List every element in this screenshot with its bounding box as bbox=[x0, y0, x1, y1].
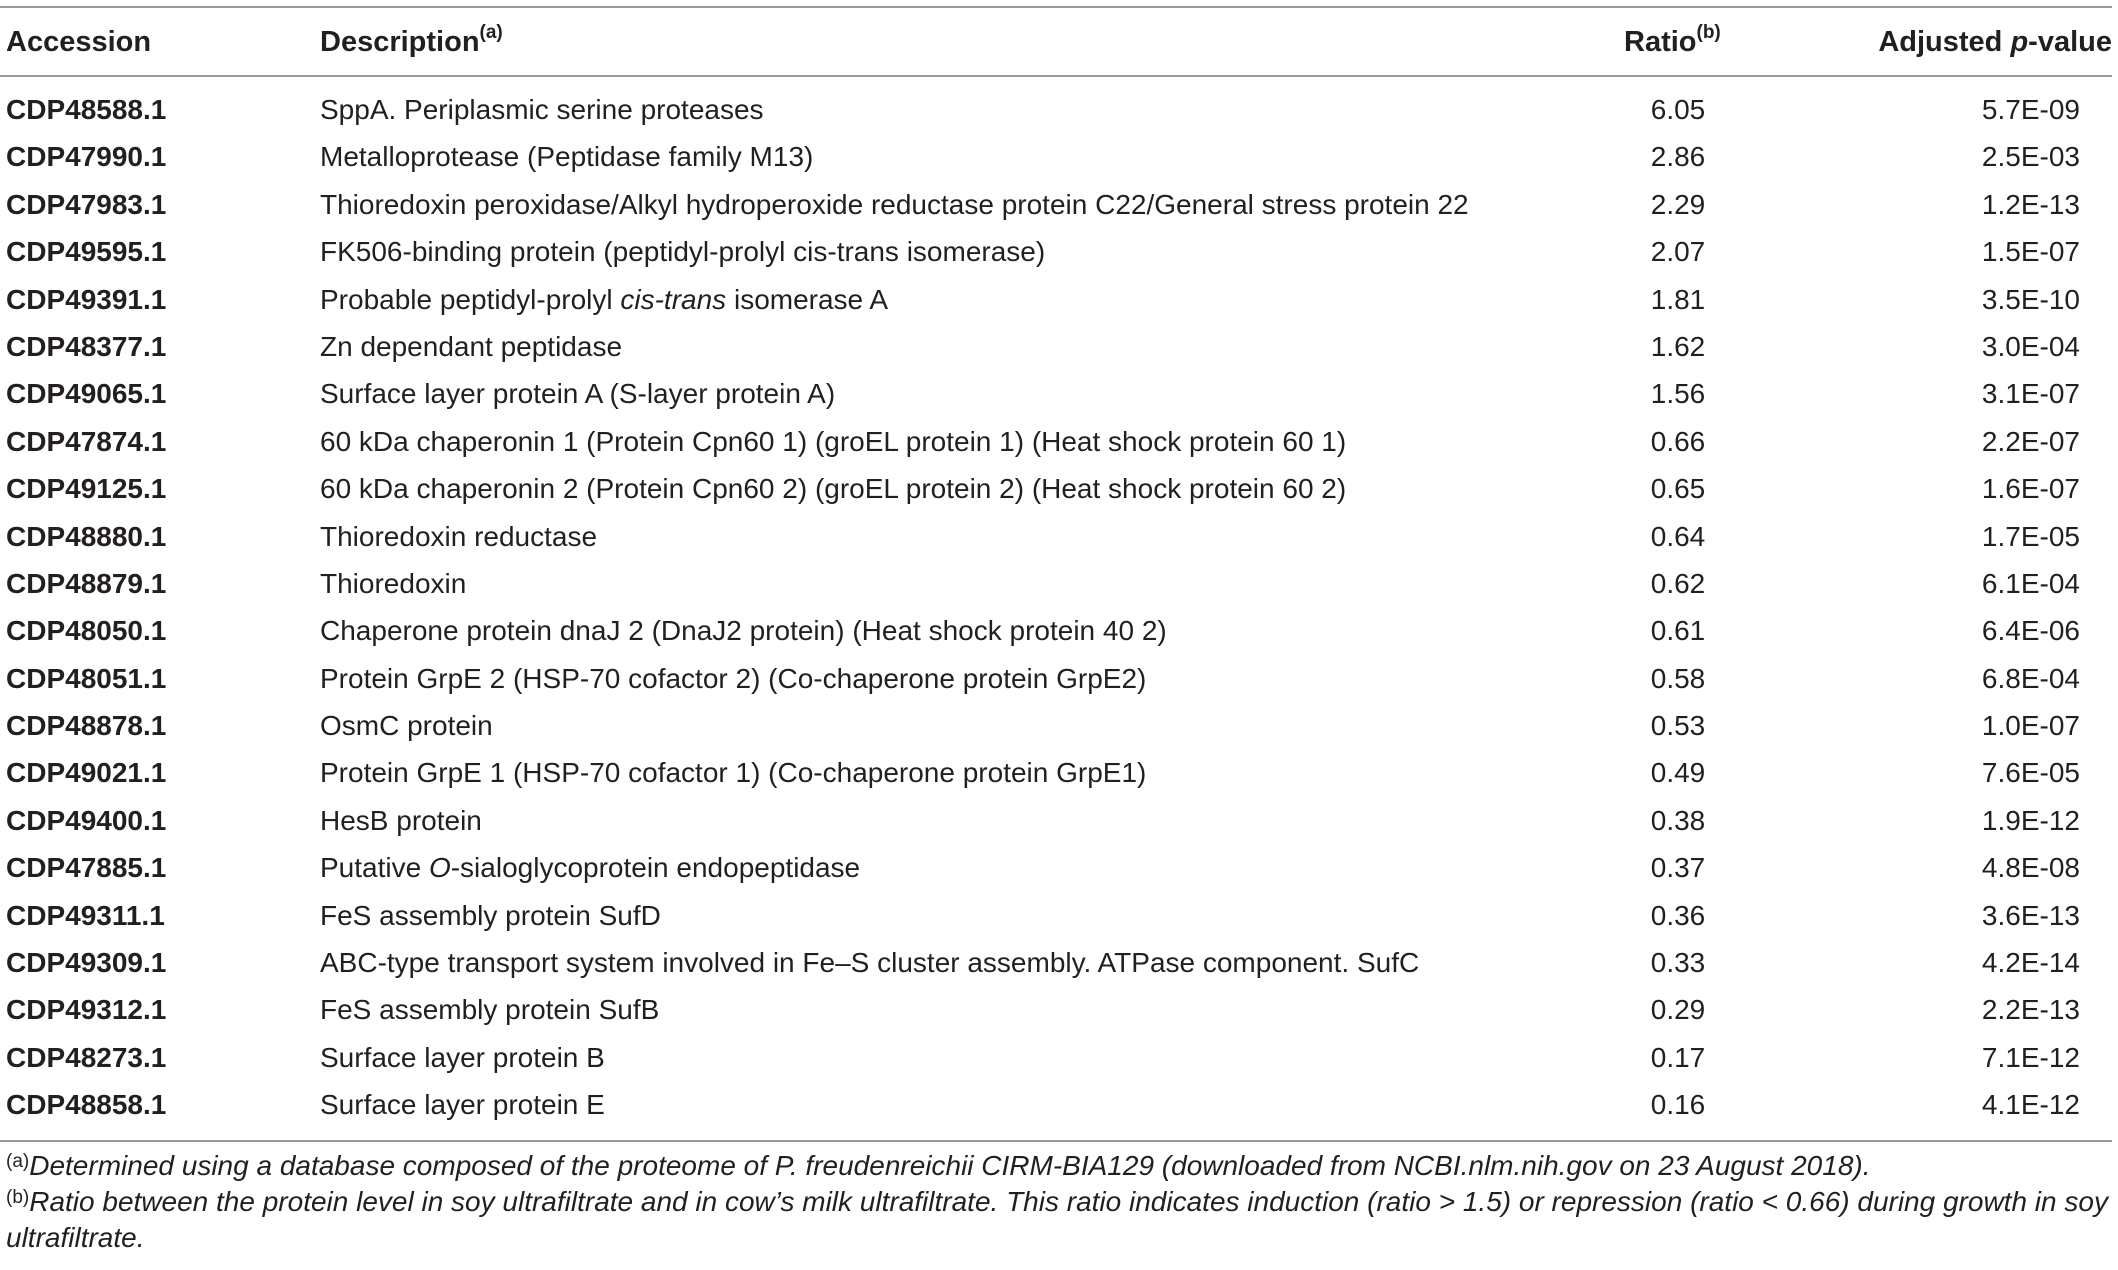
cell-accession: CDP49400.1 bbox=[6, 804, 167, 836]
table-body bbox=[0, 90, 2118, 1133]
header-pvalue-suffix: -value bbox=[2028, 26, 2112, 58]
footnote-mark: (a) bbox=[6, 1151, 30, 1172]
cell-adjusted-pvalue: 6.8E-04 bbox=[1981, 662, 2080, 694]
cell-ratio: 0.49 bbox=[1650, 757, 1706, 789]
cell-description-text: FeS assembly protein SufB bbox=[320, 994, 660, 1026]
cell-ratio: 0.65 bbox=[1650, 473, 1706, 505]
cell-description-text: 60 kDa chaperonin 1 (Protein Cpn60 1) (groEL protein 1) (Heat shock protein 60 1) bbox=[320, 425, 1347, 457]
table-row bbox=[0, 469, 2118, 516]
cell-description-text: FK506-binding protein (peptidyl-prolyl cis-trans isomerase) bbox=[320, 236, 1046, 268]
table-row bbox=[0, 801, 2118, 848]
cell-description-italic: cis-trans bbox=[620, 283, 727, 315]
table-row bbox=[0, 896, 2118, 943]
cell-ratio: 1.81 bbox=[1650, 283, 1706, 315]
cell-ratio: 0.38 bbox=[1650, 804, 1706, 836]
cell-adjusted-pvalue: 4.2E-14 bbox=[1981, 947, 2080, 979]
cell-adjusted-pvalue: 3.5E-10 bbox=[1981, 283, 2080, 315]
footnote bbox=[6, 1184, 2112, 1256]
cell-description-text: SppA. Periplasmic serine proteases bbox=[320, 94, 764, 125]
header-pvalue-italic: p bbox=[2010, 26, 2029, 58]
table-row bbox=[0, 185, 2118, 232]
cell-adjusted-pvalue: 4.8E-08 bbox=[1981, 852, 2080, 884]
cell-adjusted-pvalue: 1.6E-07 bbox=[1981, 473, 2080, 505]
cell-adjusted-pvalue: 3.0E-04 bbox=[1981, 330, 2080, 362]
table-row bbox=[0, 232, 2118, 279]
cell-description bbox=[320, 521, 597, 553]
table-row bbox=[0, 137, 2118, 184]
cell-description-text: Protein GrpE 1 (HSP-70 cofactor 1) (Co-chaperone protein GrpE1) bbox=[320, 757, 1147, 789]
table-row bbox=[0, 943, 2118, 990]
header-description bbox=[320, 22, 503, 59]
cell-description bbox=[320, 947, 1419, 979]
cell-description-text: FeS assembly protein SufD bbox=[320, 899, 661, 931]
cell-description-text: Thioredoxin peroxidase/Alkyl hydroperoxide reductase protein C22/General stress protein 22 bbox=[320, 188, 1469, 220]
cell-ratio: 0.16 bbox=[1650, 1089, 1706, 1121]
cell-description bbox=[320, 426, 1346, 458]
cell-ratio: 0.33 bbox=[1650, 947, 1706, 979]
cell-description bbox=[320, 189, 1469, 221]
cell-description-text: Surface layer protein A (S-layer protein A) bbox=[320, 378, 836, 410]
header-ratio-label: Ratio bbox=[1624, 26, 1697, 58]
cell-description bbox=[320, 1089, 605, 1121]
table-row bbox=[0, 990, 2118, 1037]
cell-ratio: 0.36 bbox=[1650, 899, 1706, 931]
cell-description-text: Chaperone protein dnaJ 2 (DnaJ2 protein) (Heat shock protein 40 2) bbox=[320, 615, 1167, 647]
footnote bbox=[6, 1148, 2112, 1184]
cell-description bbox=[320, 663, 1146, 695]
cell-accession: CDP48878.1 bbox=[6, 710, 167, 742]
cell-description bbox=[320, 378, 835, 410]
table-row bbox=[0, 374, 2118, 421]
cell-ratio: 0.66 bbox=[1650, 425, 1706, 457]
cell-accession: CDP49312.1 bbox=[6, 994, 167, 1026]
cell-accession: CDP47885.1 bbox=[6, 852, 167, 884]
cell-accession: CDP49125.1 bbox=[6, 473, 167, 505]
cell-description-text: HesB protein bbox=[320, 804, 482, 836]
cell-ratio: 0.64 bbox=[1650, 520, 1706, 552]
cell-description bbox=[320, 141, 813, 173]
cell-description bbox=[320, 757, 1146, 789]
cell-description bbox=[320, 994, 659, 1026]
cell-accession: CDP47983.1 bbox=[6, 188, 167, 220]
footnote-text: Determined using a database composed of the proteome of P. freudenreichii CIRM-BIA129 (downloaded from NCBI.nlm.nih.gov on 23 August 2018). bbox=[29, 1150, 1871, 1181]
cell-ratio: 0.29 bbox=[1650, 994, 1706, 1026]
cell-adjusted-pvalue: 4.1E-12 bbox=[1981, 1089, 2080, 1121]
cell-description-text: Probable peptidyl-prolyl bbox=[320, 283, 621, 315]
table-row bbox=[0, 564, 2118, 611]
cell-ratio: 0.62 bbox=[1650, 567, 1706, 599]
cell-ratio: 2.86 bbox=[1650, 141, 1706, 173]
cell-description-text: Thioredoxin bbox=[320, 567, 467, 599]
cell-accession: CDP48880.1 bbox=[6, 520, 167, 552]
cell-ratio: 0.17 bbox=[1650, 1041, 1706, 1073]
cell-adjusted-pvalue: 1.9E-12 bbox=[1981, 804, 2080, 836]
cell-accession: CDP49021.1 bbox=[6, 757, 167, 789]
cell-adjusted-pvalue: 6.1E-04 bbox=[1981, 567, 2080, 599]
table-header-row bbox=[0, 8, 2118, 75]
table-row bbox=[0, 659, 2118, 706]
table-row bbox=[0, 422, 2118, 469]
cell-accession: CDP48879.1 bbox=[6, 567, 167, 599]
table-row bbox=[0, 611, 2118, 658]
cell-adjusted-pvalue: 2.2E-07 bbox=[1981, 425, 2080, 457]
cell-description-text: ABC-type transport system involved in Fe–S cluster assembly. ATPase component. SufC bbox=[320, 947, 1420, 979]
cell-description bbox=[320, 284, 888, 316]
cell-adjusted-pvalue: 1.0E-07 bbox=[1981, 710, 2080, 742]
cell-description bbox=[320, 852, 860, 884]
cell-adjusted-pvalue: 3.6E-13 bbox=[1981, 899, 2080, 931]
cell-accession: CDP49309.1 bbox=[6, 947, 167, 979]
cell-ratio: 1.62 bbox=[1650, 330, 1706, 362]
cell-description bbox=[320, 236, 1045, 268]
cell-description bbox=[320, 331, 622, 363]
cell-ratio: 2.07 bbox=[1650, 236, 1706, 268]
cell-adjusted-pvalue: 2.5E-03 bbox=[1981, 141, 2080, 173]
cell-ratio: 2.29 bbox=[1650, 188, 1706, 220]
cell-accession: CDP48588.1 bbox=[6, 94, 167, 125]
cell-description-text: 60 kDa chaperonin 2 (Protein Cpn60 2) (groEL protein 2) (Heat shock protein 60 2) bbox=[320, 473, 1347, 505]
cell-description-text: Surface layer protein B bbox=[320, 1041, 605, 1073]
cell-accession: CDP47990.1 bbox=[6, 141, 167, 173]
cell-adjusted-pvalue: 7.1E-12 bbox=[1981, 1041, 2080, 1073]
cell-description bbox=[320, 615, 1167, 647]
cell-adjusted-pvalue: 7.6E-05 bbox=[1981, 757, 2080, 789]
cell-accession: CDP48273.1 bbox=[6, 1041, 167, 1073]
footnote-mark: (b) bbox=[6, 1187, 30, 1208]
header-pvalue-prefix: Adjusted bbox=[1878, 26, 2011, 58]
header-description-label: Description bbox=[320, 26, 480, 58]
table-row bbox=[0, 1038, 2118, 1085]
table-row bbox=[0, 1085, 2118, 1132]
cell-description bbox=[320, 1042, 605, 1074]
cell-adjusted-pvalue: 1.7E-05 bbox=[1981, 520, 2080, 552]
cell-adjusted-pvalue: 5.7E-09 bbox=[1981, 94, 2080, 125]
cell-description-text: OsmC protein bbox=[320, 710, 493, 742]
footnote-text: Ratio between the protein level in soy ultrafiltrate and in cow’s milk ultrafiltrate. This ratio indicates induction (ratio > 1.5) or repression (ratio < 0.66) during growth in soy ultrafiltrate. bbox=[6, 1186, 2108, 1253]
cell-description-text: Putative bbox=[320, 852, 429, 884]
table-row bbox=[0, 517, 2118, 564]
table-row bbox=[0, 327, 2118, 374]
table-row bbox=[0, 90, 2118, 137]
cell-accession: CDP48858.1 bbox=[6, 1089, 167, 1121]
cell-description bbox=[320, 568, 466, 600]
cell-adjusted-pvalue: 2.2E-13 bbox=[1981, 994, 2080, 1026]
header-description-footnote-mark: (a) bbox=[479, 22, 503, 43]
table-bottom-rule bbox=[0, 1140, 2112, 1142]
table-row bbox=[0, 706, 2118, 753]
table-footnotes bbox=[6, 1148, 2112, 1256]
cell-description-text-after: -sialoglycoprotein endopeptidase bbox=[450, 852, 861, 884]
cell-description bbox=[320, 473, 1346, 505]
cell-description bbox=[320, 805, 482, 837]
table-row bbox=[0, 280, 2118, 327]
cell-accession: CDP48377.1 bbox=[6, 330, 167, 362]
cell-ratio: 6.05 bbox=[1650, 94, 1706, 125]
cell-ratio: 0.61 bbox=[1650, 615, 1706, 647]
cell-description bbox=[320, 710, 493, 742]
cell-accession: CDP48051.1 bbox=[6, 662, 167, 694]
cell-description-text: Surface layer protein E bbox=[320, 1089, 605, 1121]
cell-description bbox=[320, 94, 764, 126]
cell-adjusted-pvalue: 3.1E-07 bbox=[1981, 378, 2080, 410]
cell-adjusted-pvalue: 1.2E-13 bbox=[1981, 188, 2080, 220]
cell-adjusted-pvalue: 6.4E-06 bbox=[1981, 615, 2080, 647]
table-row bbox=[0, 848, 2118, 895]
header-ratio bbox=[1624, 22, 1721, 59]
table-header-rule bbox=[0, 75, 2112, 77]
cell-description-text: Protein GrpE 2 (HSP-70 cofactor 2) (Co-chaperone protein GrpE2) bbox=[320, 662, 1147, 694]
cell-accession: CDP49391.1 bbox=[6, 283, 167, 315]
header-ratio-footnote-mark: (b) bbox=[1696, 22, 1721, 43]
cell-description-text-after: isomerase A bbox=[726, 283, 889, 315]
cell-accession: CDP49595.1 bbox=[6, 236, 167, 268]
table-row bbox=[0, 753, 2118, 800]
cell-ratio: 0.37 bbox=[1650, 852, 1706, 884]
header-adjusted-pvalue bbox=[1878, 26, 2112, 59]
cell-ratio: 1.56 bbox=[1650, 378, 1706, 410]
cell-accession: CDP48050.1 bbox=[6, 615, 167, 647]
cell-description bbox=[320, 900, 661, 932]
cell-description-text: Thioredoxin reductase bbox=[320, 520, 598, 552]
cell-description-text: Metalloprotease (Peptidase family M13) bbox=[320, 141, 814, 173]
cell-accession: CDP49311.1 bbox=[6, 899, 165, 931]
header-accession: Accession bbox=[6, 26, 152, 58]
cell-accession: CDP49065.1 bbox=[6, 378, 167, 410]
cell-ratio: 0.53 bbox=[1650, 710, 1706, 742]
cell-accession: CDP47874.1 bbox=[6, 425, 167, 457]
cell-ratio: 0.58 bbox=[1650, 662, 1706, 694]
cell-description-text: Zn dependant peptidase bbox=[320, 330, 623, 362]
cell-adjusted-pvalue: 1.5E-07 bbox=[1981, 236, 2080, 268]
cell-description-italic: O bbox=[428, 852, 451, 884]
